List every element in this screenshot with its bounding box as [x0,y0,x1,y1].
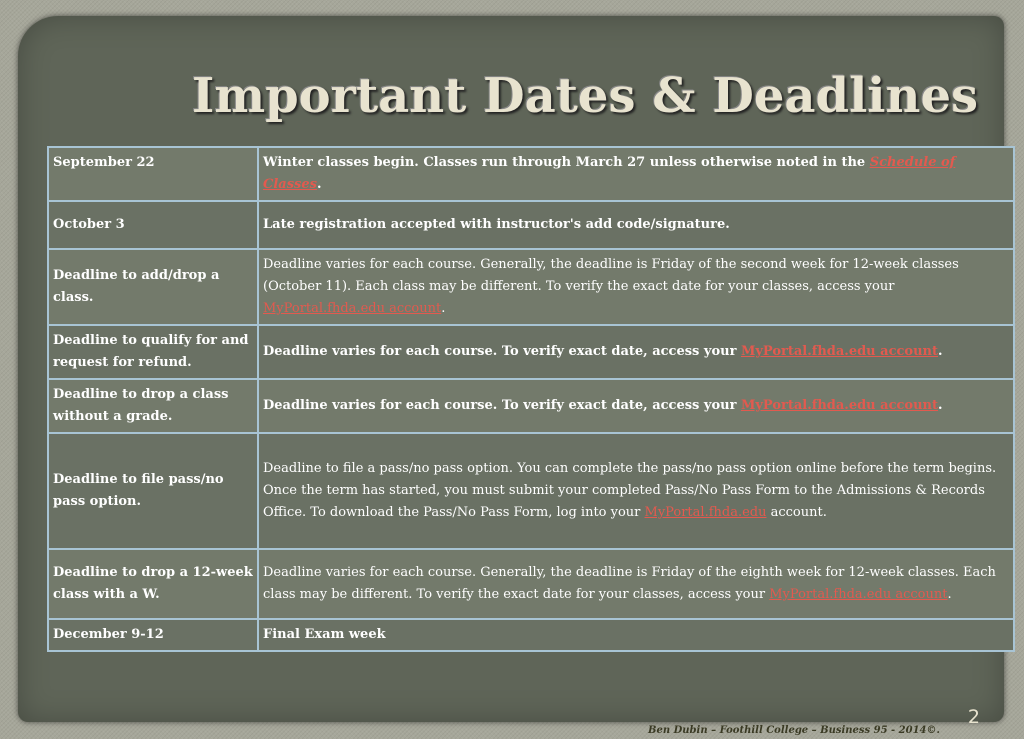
description-text-end: . [938,344,943,359]
date-description: Late registration accepted with instructor's add code/signature. [258,201,1014,249]
description-text-end: . [441,301,446,316]
table-row [48,549,1014,619]
date-label: December 9-12 [48,619,258,651]
dates-table [47,146,1015,652]
date-label: Deadline to add/drop a class. [48,249,258,325]
date-label: Deadline to drop a 12-week class with a W. [48,549,258,619]
table-row [48,249,1014,325]
myportal-account-link[interactable]: MyPortal.fhda.edu account [263,301,442,316]
description-text: Deadline varies for each course. To verify exact date, access your [263,344,741,359]
page-number: 2 [967,706,980,728]
date-description [258,147,1014,201]
date-description: Final Exam week [258,619,1014,651]
schedule-of-classes-link[interactable]: Schedule of Classes [263,155,956,192]
date-description [258,325,1014,379]
date-label: Deadline to drop a class without a grade. [48,379,258,433]
description-text: Deadline varies for each course. To verify exact date, access your [263,398,741,413]
table-row [48,147,1014,201]
description-text-end: . [316,177,322,192]
myportal-account-link[interactable]: MyPortal.fhda.edu account [740,398,938,413]
description-text: Deadline varies for each course. Generally, the deadline is Friday of the eighth week for 12-week classes. Each class may be different. To verify the exact date for your classes, access your [263,565,996,602]
date-label: October 3 [48,201,258,249]
table-row [48,433,1014,549]
myportal-account-link[interactable]: MyPortal.fhda.edu account [769,587,948,602]
table-row [48,325,1014,379]
date-description [258,379,1014,433]
date-description [258,549,1014,619]
description-text: Deadline varies for each course. Generally, the deadline is Friday of the second week for 12-week classes (October 11). Each class may be different. To verify the exact date for your classes, access your [263,257,959,294]
date-description [258,249,1014,325]
date-description [258,433,1014,549]
date-label: Deadline to qualify for and request for refund. [48,325,258,379]
date-label: September 22 [48,147,258,201]
description-text: Winter classes begin. Classes run through March 27 unless otherwise noted in the [263,155,870,170]
date-label: Deadline to file pass/no pass option. [48,433,258,549]
description-text-end: . [938,398,943,413]
myportal-account-link[interactable]: MyPortal.fhda.edu account [740,344,938,359]
table-row [48,201,1014,249]
slide-panel [18,16,1004,728]
table-row [48,379,1014,433]
myportal-link[interactable]: MyPortal.fhda.edu [644,505,767,520]
table-row [48,619,1014,651]
description-text-end: account. [766,505,827,520]
description-text: Deadline to file a pass/no pass option. You can complete the pass/no pass option online before the term begins. Once the term has started, you must submit your completed Pass/No Pass Form to the Admissions & Records Office. To download the Pass/No Pass Form, log into your [263,461,997,520]
page-title: Important Dates & Deadlines [191,68,978,124]
footer-credit: Ben Dubin – Foothill College – Business 95 - 2014©. [648,725,940,736]
description-text-end: . [947,587,952,602]
